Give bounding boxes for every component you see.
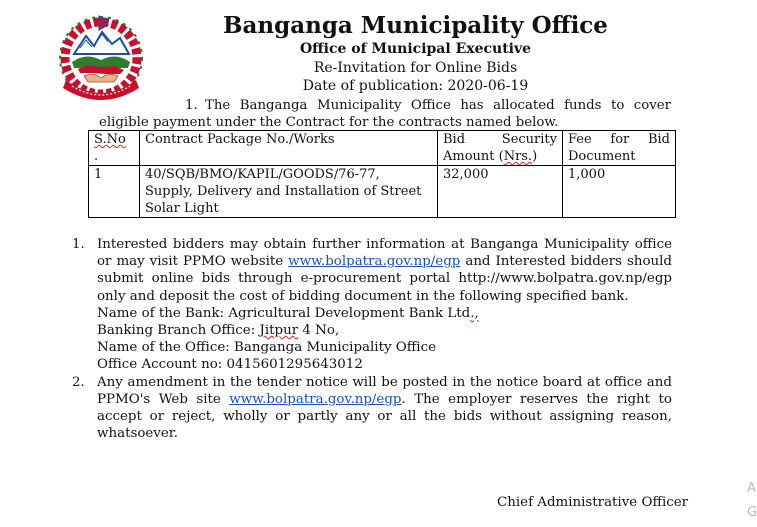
- branch-label: Banking Branch Office:: [97, 323, 260, 339]
- header-sno: S.No .: [89, 131, 140, 166]
- office-name: Name of the Office: Banganga Municipality Office: [97, 340, 436, 356]
- notice-type: Re-Invitation for Online Bids: [313, 60, 518, 76]
- contract-table: [88, 130, 676, 218]
- clause-list: [72, 236, 672, 442]
- office-subtitle: Office of Municipal Executive: [299, 41, 532, 57]
- header-bid-security: Bid Security Amount (Nrs.): [438, 131, 563, 166]
- cell-bid-security: 32,000: [438, 166, 563, 218]
- list-item: [72, 236, 672, 374]
- margin-mark-bottom: G: [747, 505, 757, 520]
- header-fee: Fee for Bid Document: [563, 131, 676, 166]
- clause-number: 1.: [72, 237, 85, 252]
- cell-fee: 1,000: [563, 166, 676, 218]
- cell-sno: 1: [89, 166, 140, 218]
- margin-mark-top: A: [747, 481, 756, 496]
- ppmo-link[interactable]: www.bolpatra.gov.np/egp: [229, 391, 402, 407]
- clause-number: 2.: [72, 374, 85, 390]
- ppmo-link[interactable]: www.bolpatra.gov.np/egp: [288, 254, 461, 270]
- list-item: [72, 374, 672, 443]
- publication-date: Date of publication: 2020-06-19: [302, 78, 529, 94]
- cell-package: 40/SQB/BMO/KAPIL/GOODS/76-77, Supply, Delivery and Installation of Street Solar Light: [140, 166, 438, 218]
- account-number: Office Account no: 0415601295643012: [97, 357, 363, 373]
- header-package: Contract Package No./Works: [140, 131, 438, 166]
- table-header-row: [89, 131, 676, 166]
- clause-body: Interested bidders may obtain further information at Banganga Municipality office or may visit PPMO website www.bolpatra.gov.np/egp and Interested bidders should submit online bids through e-procurement portal http://www.bolpatra.gov.np/egp only and deposit the cost of bidding document in the following specified bank. Name of the Bank: Agricultural Development Bank Ltd., Banking Branch Office: Jitpur 4 No, Name of the Office: Banganga Municipality Office Office Account no: 0415601295643012: [97, 237, 672, 373]
- intro-text: The Banganga Municipality Office has allocated funds to cover eligible payment under the Contract for the contracts named below.: [99, 98, 671, 130]
- intro-number: 1.: [185, 98, 198, 113]
- table-row: [89, 166, 676, 218]
- intro-paragraph: [99, 97, 671, 131]
- bank-name: Name of the Bank: Agricultural Development Bank Ltd: [97, 305, 471, 321]
- branch-city: Jitpur: [259, 323, 299, 339]
- signature-title: Chief Administrative Officer: [497, 495, 689, 510]
- office-title: Banganga Municipality Office: [223, 12, 608, 39]
- clause-body: Any amendment in the tender notice will be posted in the notice board at office and PPMO's Web site www.bolpatra.gov.np/egp. The employer reserves the right to accept or reject, wholly or partly any or all the bids without assigning reason, whatsoever.: [97, 374, 672, 442]
